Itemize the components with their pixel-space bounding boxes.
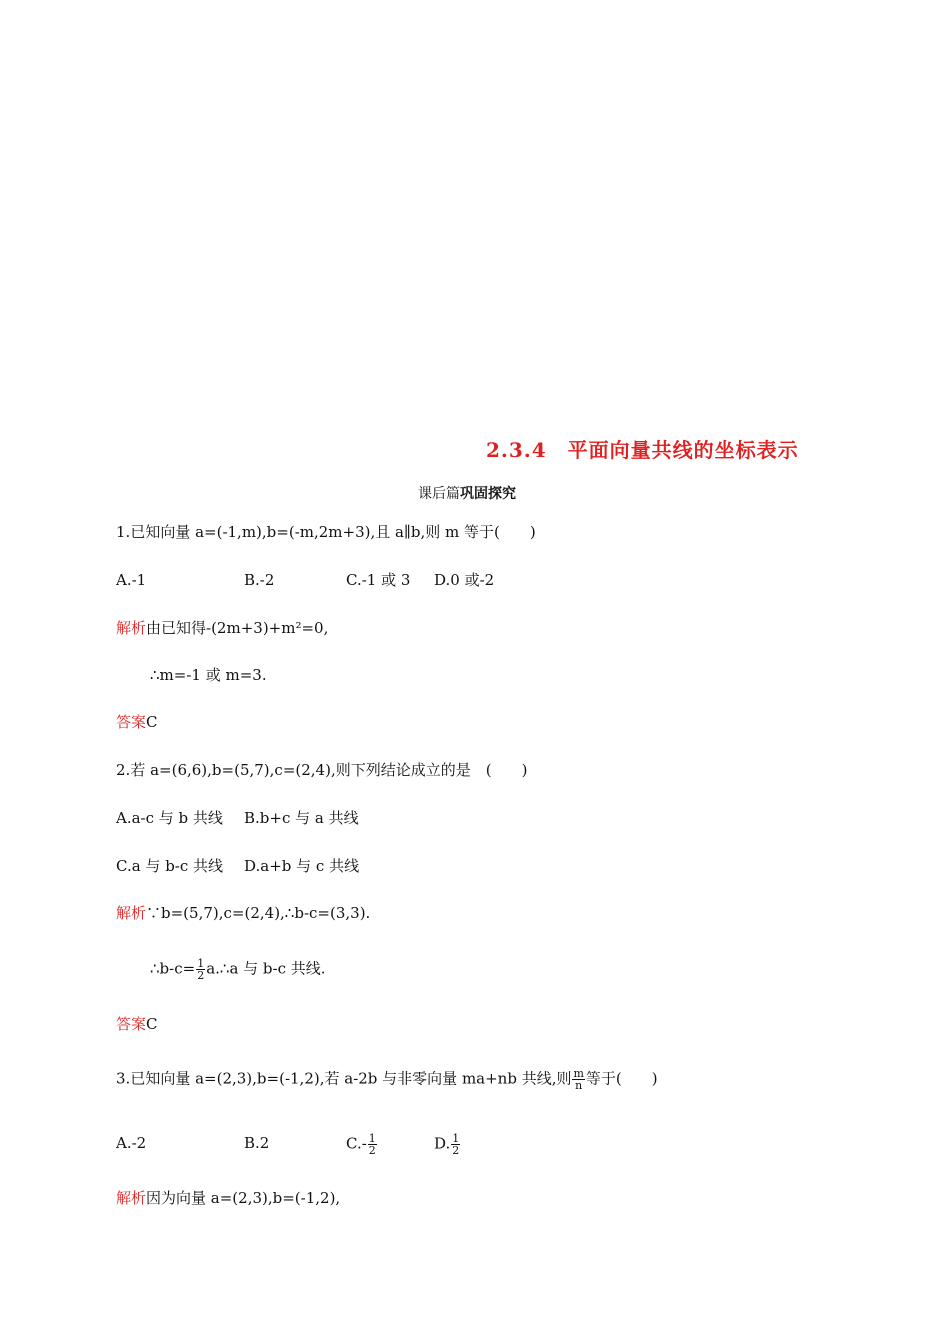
q3-option-c-denominator: 2 [368, 1144, 376, 1157]
q2-analysis [116, 903, 370, 923]
question-2 [116, 760, 527, 780]
q2-option-d: D.a+b 与 c 共线 [244, 857, 360, 875]
question-2-text: 若 a=(6,6),b=(5,7),c=(2,4),则下列结论成立的是 ( ) [130, 761, 528, 779]
q1-answer-value: C [146, 713, 158, 731]
q1-option-a: A.-1 [116, 571, 147, 589]
q3-option-a: A.-2 [116, 1134, 147, 1152]
question-2-number: 2. [116, 761, 131, 779]
q3-fraction-numerator: m [573, 1067, 584, 1080]
q3-analysis-text: 因为向量 a=(2,3),b=(-1,2), [146, 1189, 341, 1207]
q2-analysis-step-pre: ∴b-c= [150, 959, 196, 978]
q3-option-c-fraction [368, 1133, 377, 1156]
q2-option-b: B.b+c 与 a 共线 [244, 809, 359, 827]
q3-option-d-numerator: 1 [452, 1132, 460, 1145]
q3-option-c-prefix: C.- [346, 1134, 367, 1153]
q3-option-d-prefix: D. [434, 1134, 451, 1153]
q1-option-d: D.0 或-2 [434, 571, 495, 589]
question-3-number: 3. [116, 1069, 131, 1088]
q2-fraction-numerator: 1 [197, 957, 205, 970]
q1-answer [116, 712, 158, 732]
subtitle-prefix: 课后篇 [418, 486, 460, 502]
q2-option-a: A.a-c 与 b 共线 [116, 809, 223, 827]
q2-fraction [196, 958, 205, 981]
q1-option-c: C.-1 或 3 [346, 571, 411, 589]
q2-option-c: C.a 与 b-c 共线 [116, 857, 224, 875]
q2-analysis-step-post: a.∴a 与 b-c 共线. [206, 959, 326, 978]
q3-option-c-numerator: 1 [368, 1132, 376, 1145]
q3-analysis [116, 1188, 340, 1208]
question-1-number: 1. [116, 523, 131, 541]
q3-option-d [434, 1133, 461, 1156]
section-subtitle [418, 484, 516, 504]
q2-answer-label: 答案 [116, 1015, 147, 1033]
q3-fraction-denominator: n [575, 1079, 583, 1092]
page-title: 2.3.4 平面向量共线的坐标表示 [486, 438, 799, 462]
q1-analysis-step: ∴m=-1 或 m=3. [150, 666, 267, 684]
question-3-text-pre: 已知向量 a=(2,3),b=(-1,2),若 a-2b 与非零向量 ma+nb 共线,则 [130, 1069, 572, 1088]
question-1-text: 已知向量 a=(-1,m),b=(-m,2m+3),且 a∥b,则 m 等于( ) [130, 523, 536, 541]
q1-answer-label: 答案 [116, 713, 147, 731]
q3-option-c [346, 1133, 378, 1156]
q2-analysis-label: 解析 [116, 904, 147, 922]
q3-option-d-fraction [451, 1133, 460, 1156]
q3-option-d-denominator: 2 [452, 1144, 460, 1157]
q1-analysis [116, 618, 328, 638]
question-3-text-post: 等于( ) [585, 1069, 658, 1088]
subtitle-bold: 巩固探究 [460, 486, 516, 502]
q3-analysis-label: 解析 [116, 1189, 147, 1207]
q3-option-b: B.2 [244, 1134, 270, 1152]
q1-analysis-text: 由已知得-(2m+3)+m²=0, [146, 619, 329, 637]
q1-analysis-label: 解析 [116, 619, 147, 637]
q3-fraction [572, 1068, 584, 1091]
q2-fraction-denominator: 2 [197, 969, 205, 982]
q2-answer [116, 1014, 158, 1034]
q2-answer-value: C [146, 1015, 158, 1033]
q2-analysis-text: ∵b=(5,7),c=(2,4),∴b-c=(3,3). [146, 904, 371, 922]
question-1 [116, 522, 536, 542]
question-3 [116, 1068, 658, 1091]
q1-option-b: B.-2 [244, 571, 275, 589]
q2-analysis-step [150, 958, 326, 981]
